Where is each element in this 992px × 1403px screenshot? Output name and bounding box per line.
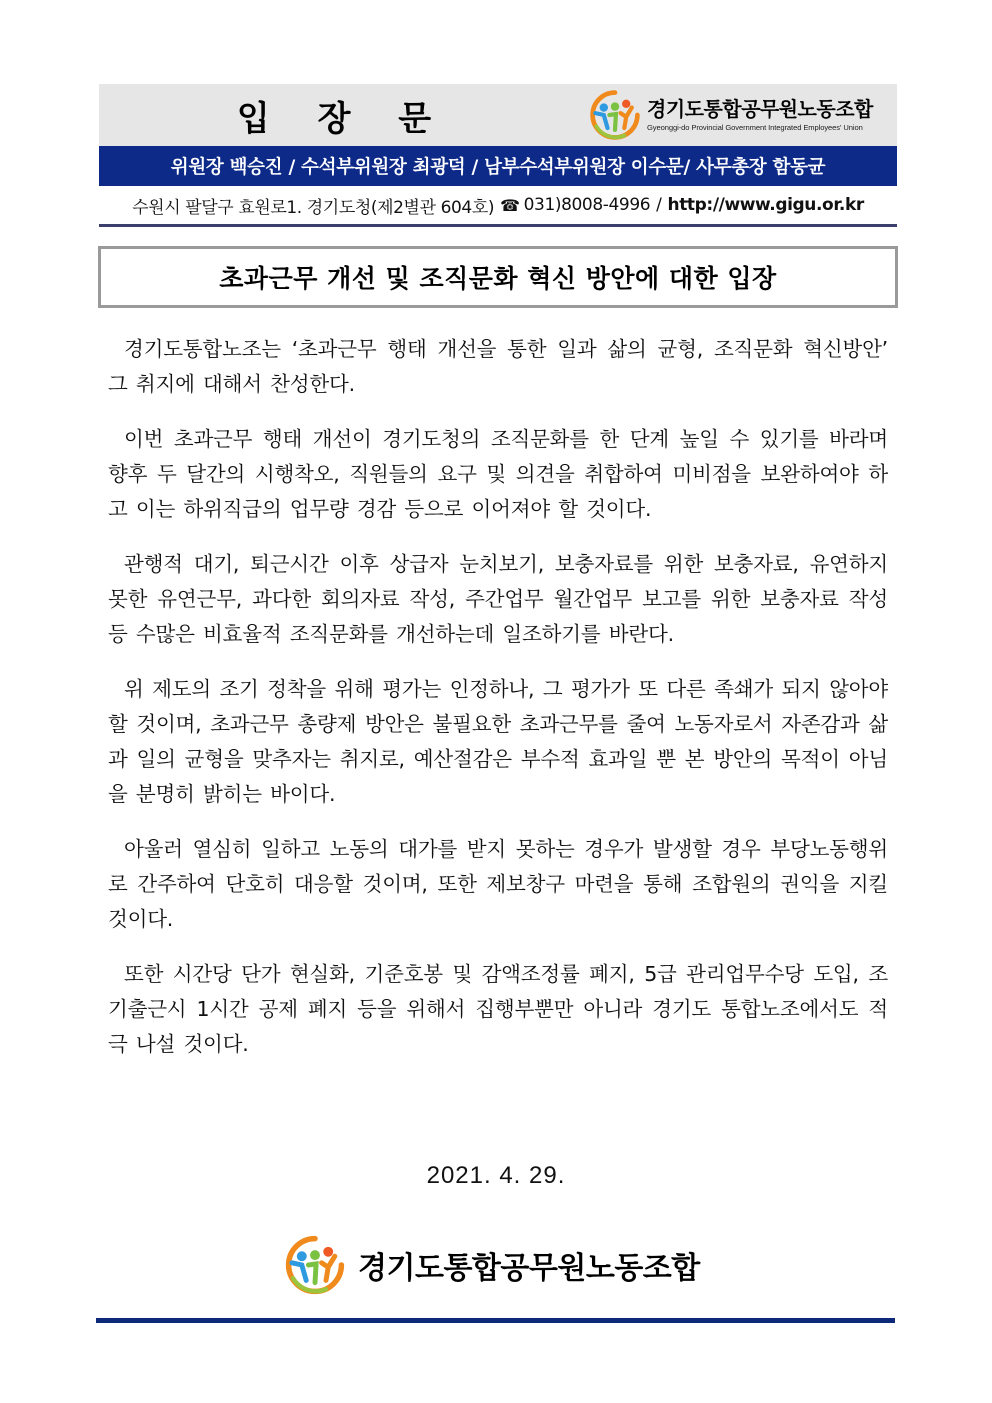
union-name-english: Gyeonggi-do Provincial Government Integrated Employees' Union — [647, 123, 863, 132]
paragraph: 아울러 열심히 일하고 노동의 대가를 받지 못하는 경우가 발생할 경우 부당노동행위로 간주하여 단호히 대응할 것이며, 또한 제보창구 마련을 통해 조합원의 권익을 지킬 것이다. — [108, 837, 888, 931]
union-logo-icon — [587, 87, 643, 143]
contact-separator: / — [656, 195, 662, 215]
union-name-korean: 경기도통합공무원노동조합 — [647, 97, 873, 121]
footer-divider — [96, 1318, 895, 1323]
statement-title: 초과근무 개선 및 조직문화 혁신 방안에 대한 입장 — [98, 246, 898, 308]
union-logo-footer — [282, 1230, 700, 1300]
statement-body — [108, 332, 888, 1082]
paragraph: 경기도통합노조는 ‘초과근무 행태 개선을 통한 일과 삶의 균형, 조직문화 혁신방안’ 그 취지에 대해서 찬성한다. — [108, 337, 888, 396]
contact-line — [99, 188, 897, 222]
header-divider — [99, 224, 897, 227]
officers-bar: 위원장 백승진 / 수석부위원장 최광덕 / 남부수석부위원장 이수문/ 사무총장 함동균 — [99, 146, 897, 186]
statement-date: 2021. 4. 29. — [426, 1162, 566, 1189]
paragraph: 위 제도의 조기 정착을 위해 평가는 인정하나, 그 평가가 또 다른 족쇄가 되지 않아야 할 것이며, 초과근무 총량제 방안은 불필요한 초과근무를 줄여 노동자로서 자존감과 삶과 일의 균형을 맞추자는 취지로, 예산절감은 부수적 효과일 뿐 본 방안의 목적이 아님을 분명히 밝히는 바이다. — [108, 677, 888, 806]
website-link[interactable]: http://www.gigu.or.kr — [667, 195, 864, 215]
union-logo-icon — [282, 1232, 348, 1298]
union-logo-header — [587, 86, 897, 144]
paragraph: 관행적 대기, 퇴근시간 이후 상급자 눈치보기, 보충자료를 위한 보충자료, 유연하지 못한 유연근무, 과다한 회의자료 작성, 주간업무 월간업무 보고를 위한 보충자료 작성 등 수많은 비효율적 조직문화를 개선하는데 일조하기를 바란다. — [108, 552, 888, 646]
union-name-korean: 경기도통합공무원노동조합 — [358, 1251, 700, 1286]
paragraph: 또한 시간당 단가 현실화, 기준호봉 및 감액조정률 폐지, 5급 관리업무수당 도입, 조기출근시 1시간 공제 폐지 등을 위해서 집행부뿐만 아니라 경기도 통합노조에서도 적극 나설 것이다. — [108, 962, 888, 1056]
address-text: 수원시 팔달구 효원로1. 경기도청(제2별관 604호) — [132, 197, 495, 218]
phone-number: 031)8008-4996 — [523, 195, 651, 215]
paragraph: 이번 초과근무 행태 개선이 경기도청의 조직문화를 한 단계 높일 수 있기를 바라며 향후 두 달간의 시행착오, 직원들의 요구 및 의견을 취합하여 미비점을 보완하여야 하고 이는 하위직급의 업무량 경감 등으로 이어져야 할 것이다. — [108, 427, 888, 521]
document-type-heading: 입 장 문 — [236, 98, 450, 139]
phone-icon: ☎ — [500, 195, 520, 215]
